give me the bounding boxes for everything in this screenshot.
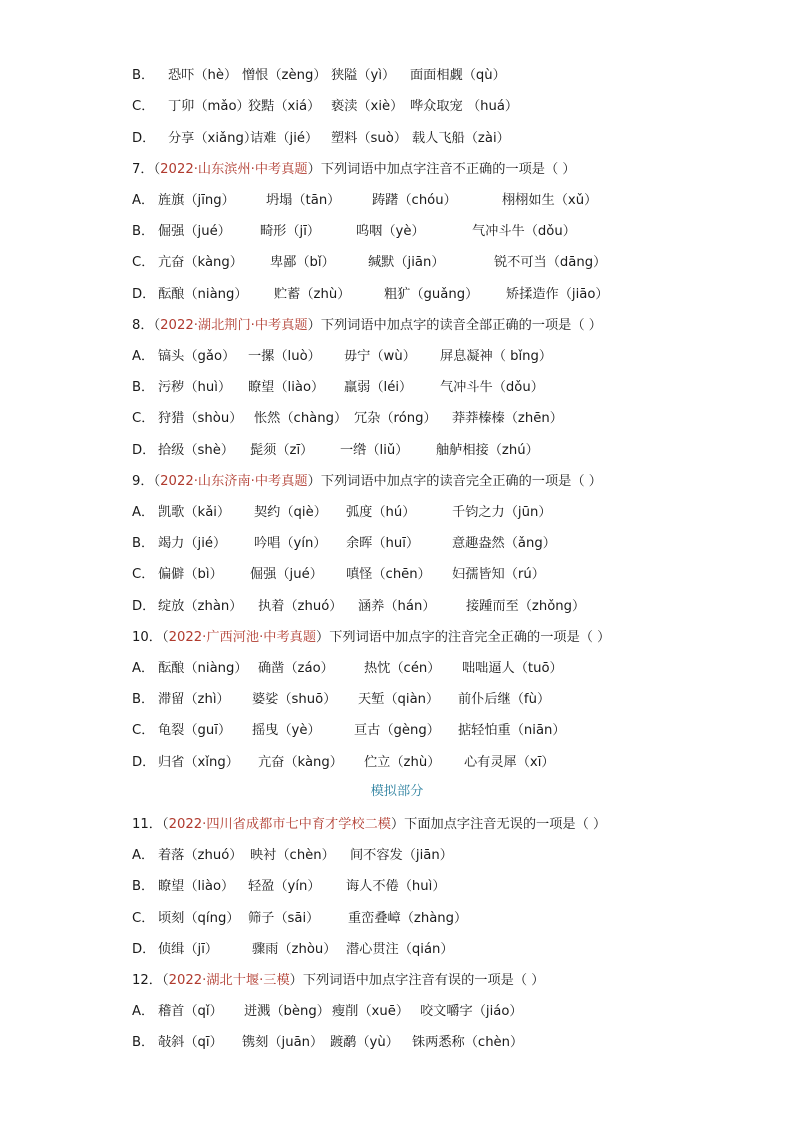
option-word: 酝酿（niàng） <box>158 661 248 676</box>
question-text: 下列词语中加点字的读音全部正确的一项是（ ） <box>320 318 602 333</box>
option-word: 一绺（liǔ） <box>340 443 409 458</box>
source-close: ） <box>316 630 330 645</box>
option-word: 接踵而至（zhǒng） <box>466 599 586 614</box>
section-title: 模拟部分 <box>370 784 424 799</box>
question-number: 12． <box>132 973 162 988</box>
option-label: C． <box>132 911 155 926</box>
option-word: 筛子（sāi） <box>248 911 320 926</box>
option-word: 呜咽（yè） <box>356 224 425 239</box>
option-label: B． <box>132 68 155 83</box>
option-label: C． <box>132 567 155 582</box>
option-row <box>132 502 552 524</box>
option-word: 热忱（cén） <box>364 661 441 676</box>
option-row <box>132 908 468 930</box>
option-word: 拾级（shè） <box>158 443 235 458</box>
option-row <box>132 658 563 680</box>
option-word: 畸形（jī） <box>260 224 321 239</box>
option-word: 确凿（záo） <box>258 661 334 676</box>
option-word: 倔强（jué） <box>158 224 231 239</box>
option-word: 载人飞船（zài） <box>412 131 510 146</box>
option-word: 嗔怪（chēn） <box>346 567 431 582</box>
option-word: 铢两悉称（chèn） <box>412 1035 524 1050</box>
option-label: D． <box>132 287 156 302</box>
option-word: 镐头（gǎo） <box>158 349 236 364</box>
option-word: 诲人不倦（huì） <box>346 879 446 894</box>
option-row <box>132 440 539 462</box>
option-row <box>132 533 556 555</box>
option-word: 狭隘（yì） <box>331 68 396 83</box>
option-word: 骤雨（zhòu） <box>252 942 337 957</box>
option-word: 绽放（zhàn） <box>158 599 243 614</box>
option-word: 掂轻怕重（niān） <box>458 723 566 738</box>
option-row <box>132 689 551 711</box>
option-word: 天堑（qiàn） <box>358 692 440 707</box>
question-number: 11． <box>132 817 162 832</box>
option-word: 映衬（chèn） <box>250 848 335 863</box>
option-word: 亵渎（xiè） <box>331 99 404 114</box>
option-word: 气冲斗牛（dǒu） <box>472 224 576 239</box>
option-word: 污秽（huì） <box>158 380 232 395</box>
option-row <box>132 346 553 368</box>
option-word: 坍塌（tān） <box>266 193 341 208</box>
option-word: 意趣盎然（ǎng） <box>452 536 556 551</box>
option-word: 亢奋（kàng） <box>158 255 243 270</box>
option-word: 瞭望（liào） <box>248 380 325 395</box>
question-11-stem <box>132 814 606 836</box>
option-row <box>132 720 566 742</box>
option-row <box>132 377 544 399</box>
option-word: 稽首（qǐ） <box>158 1004 223 1019</box>
option-row <box>132 564 545 586</box>
option-word: 矫揉造作（jiāo） <box>506 287 609 302</box>
option-word: 归省（xǐng） <box>158 755 239 770</box>
option-word: 面面相觑（qù） <box>410 68 506 83</box>
source-open: （ <box>161 973 169 988</box>
option-word: 莽莽榛榛（zhēn） <box>452 411 563 426</box>
option-word: 滞留（zhì） <box>158 692 230 707</box>
source-open: （ <box>153 162 161 177</box>
option-row <box>132 221 576 243</box>
option-word: 丁卯（mǎo） <box>168 99 250 114</box>
option-label: B． <box>132 536 155 551</box>
option-word: 侦缉（jī） <box>158 942 219 957</box>
question-9-stem <box>132 471 602 493</box>
option-word: 间不容发（jiān） <box>350 848 453 863</box>
source-close: ） <box>307 318 321 333</box>
option-word: 贮蓄（zhù） <box>274 287 351 302</box>
option-word: 恐吓（hè） <box>168 68 238 83</box>
source-open: （ <box>153 318 161 333</box>
question-source: 2022·湖北荆门·中考真题 <box>160 318 308 333</box>
option-word: 塑料（suò） <box>331 131 408 146</box>
option-word: 缄默（jiān） <box>368 255 445 270</box>
option-word: 旌旗（jīng） <box>158 193 235 208</box>
option-word: 亢奋（kàng） <box>258 755 343 770</box>
option-word: 涵养（hán） <box>358 599 436 614</box>
option-word: 分享（xiǎng） <box>168 131 258 146</box>
question-source: 2022·广西河池·中考真题 <box>168 630 317 645</box>
option-word: 倔强（jué） <box>250 567 323 582</box>
option-word: 余晖（huī） <box>346 536 420 551</box>
question-10-stem <box>132 627 610 649</box>
question-source: 2022·四川省成都市七中育才学校二模 <box>168 817 391 832</box>
option-row <box>132 408 563 430</box>
option-word: 踌躇（chóu） <box>372 193 457 208</box>
option-label: A． <box>132 1004 155 1019</box>
option-row <box>132 128 510 150</box>
option-label: C． <box>132 411 155 426</box>
option-word: 龟裂（guī） <box>158 723 232 738</box>
option-word: 吟唱（yín） <box>254 536 327 551</box>
option-word: 竭力（jié） <box>158 536 227 551</box>
option-label: B． <box>132 1035 155 1050</box>
option-row <box>132 1032 524 1054</box>
option-word: 屏息凝神（ bǐng） <box>440 349 553 364</box>
option-label: A． <box>132 505 155 520</box>
question-number: 9． <box>132 474 154 489</box>
option-label: A． <box>132 349 155 364</box>
option-word: 锐不可当（dāng） <box>494 255 607 270</box>
option-word: 迸溅（bèng） <box>244 1004 330 1019</box>
option-label: D． <box>132 131 156 146</box>
option-label: D． <box>132 443 156 458</box>
option-word: 狡黠（xiá） <box>248 99 321 114</box>
source-open: （ <box>161 630 169 645</box>
option-label: D． <box>132 942 156 957</box>
option-label: B． <box>132 224 155 239</box>
option-word: 妇孺皆知（rú） <box>452 567 545 582</box>
option-row <box>132 190 598 212</box>
option-word: 亘古（gèng） <box>354 723 440 738</box>
option-word: 凯歌（kǎi） <box>158 505 231 520</box>
option-row <box>132 939 454 961</box>
question-text: 下列词语中加点字注音不正确的一项是（ ） <box>320 162 576 177</box>
option-word: 婆娑（shuō） <box>252 692 337 707</box>
option-word: 哗众取宠 （huá） <box>410 99 519 114</box>
option-label: A． <box>132 193 155 208</box>
option-word: 咄咄逼人（tuō） <box>462 661 563 676</box>
option-word: 弧度（hú） <box>346 505 416 520</box>
option-word: 敧斜（qī） <box>158 1035 223 1050</box>
option-word: 舳舻相接（zhú） <box>436 443 539 458</box>
option-word: 重峦叠嶂（zhàng） <box>348 911 468 926</box>
option-label: D． <box>132 755 156 770</box>
question-text: 下列词语中加点字注音有误的一项是（ ） <box>302 973 545 988</box>
option-word: 轻盈（yín） <box>248 879 321 894</box>
option-word: 伫立（zhù） <box>364 755 441 770</box>
option-row <box>132 284 609 306</box>
option-label: C． <box>132 255 155 270</box>
source-close: ） <box>289 973 303 988</box>
option-label: A． <box>132 661 155 676</box>
source-close: ） <box>390 817 405 832</box>
option-word: 狩猎（shòu） <box>158 411 243 426</box>
option-word: 诘难（jié） <box>250 131 319 146</box>
option-row <box>132 96 519 118</box>
option-row <box>132 252 607 274</box>
option-word: 羸弱（léi） <box>344 380 413 395</box>
option-word: 执着（zhuó） <box>258 599 343 614</box>
question-text: 下列词语中加点字的读音完全正确的一项是（ ） <box>320 474 602 489</box>
question-text: 下面加点字注音无误的一项是（ ） <box>404 817 607 832</box>
option-word: 粗犷（guǎng） <box>384 287 479 302</box>
option-word: 气冲斗牛（dǒu） <box>440 380 544 395</box>
option-word: 偏僻（bì） <box>158 567 223 582</box>
option-word: 踱鹬（yù） <box>330 1035 399 1050</box>
question-number: 8． <box>132 318 154 333</box>
question-7-stem <box>132 159 576 181</box>
option-word: 冗杂（róng） <box>354 411 437 426</box>
question-text: 下列词语中加点字的注音完全正确的一项是（ ） <box>329 630 611 645</box>
question-source: 2022·山东济南·中考真题 <box>160 474 308 489</box>
source-close: ） <box>307 162 321 177</box>
option-label: B． <box>132 879 155 894</box>
option-label: C． <box>132 723 155 738</box>
option-word: 前仆后继（fù） <box>458 692 551 707</box>
question-number: 7． <box>132 162 154 177</box>
option-word: 咬文嚼字（jiáo） <box>420 1004 523 1019</box>
option-row <box>132 1001 523 1023</box>
option-word: 着落（zhuó） <box>158 848 243 863</box>
option-row <box>132 596 586 618</box>
option-word: 一摞（luò） <box>248 349 321 364</box>
option-word: 镌刻（juān） <box>242 1035 324 1050</box>
option-word: 潜心贯注（qián） <box>346 942 454 957</box>
option-label: A． <box>132 848 155 863</box>
option-word: 摇曳（yè） <box>252 723 321 738</box>
question-source: 2022·山东滨州·中考真题 <box>160 162 308 177</box>
option-word: 憎恨（zèng） <box>242 68 327 83</box>
option-word: 怅然（chàng） <box>254 411 348 426</box>
option-row <box>132 65 506 87</box>
question-12-stem <box>132 970 544 992</box>
source-open: （ <box>153 474 161 489</box>
option-word: 顷刻（qíng） <box>158 911 240 926</box>
option-word: 髭须（zī） <box>250 443 314 458</box>
option-word: 瘦削（xuē） <box>332 1004 410 1019</box>
source-open: （ <box>161 817 169 832</box>
option-label: C． <box>132 99 155 114</box>
option-row <box>132 752 555 774</box>
source-close: ） <box>307 474 321 489</box>
question-number: 10． <box>132 630 162 645</box>
option-word: 契约（qiè） <box>254 505 327 520</box>
question-8-stem <box>132 315 602 337</box>
option-word: 瞭望（liào） <box>158 879 235 894</box>
option-label: B． <box>132 692 155 707</box>
option-word: 毋宁（wù） <box>344 349 416 364</box>
option-word: 千钧之力（jūn） <box>452 505 552 520</box>
option-word: 心有灵犀（xī） <box>464 755 555 770</box>
question-source: 2022·湖北十堰·三模 <box>168 973 290 988</box>
option-word: 卑鄙（bǐ） <box>270 255 335 270</box>
option-label: B． <box>132 380 155 395</box>
option-label: D． <box>132 599 156 614</box>
option-row <box>132 845 453 867</box>
option-row <box>132 876 446 898</box>
option-word: 栩栩如生（xǔ） <box>502 193 598 208</box>
option-word: 酝酿（niàng） <box>158 287 248 302</box>
